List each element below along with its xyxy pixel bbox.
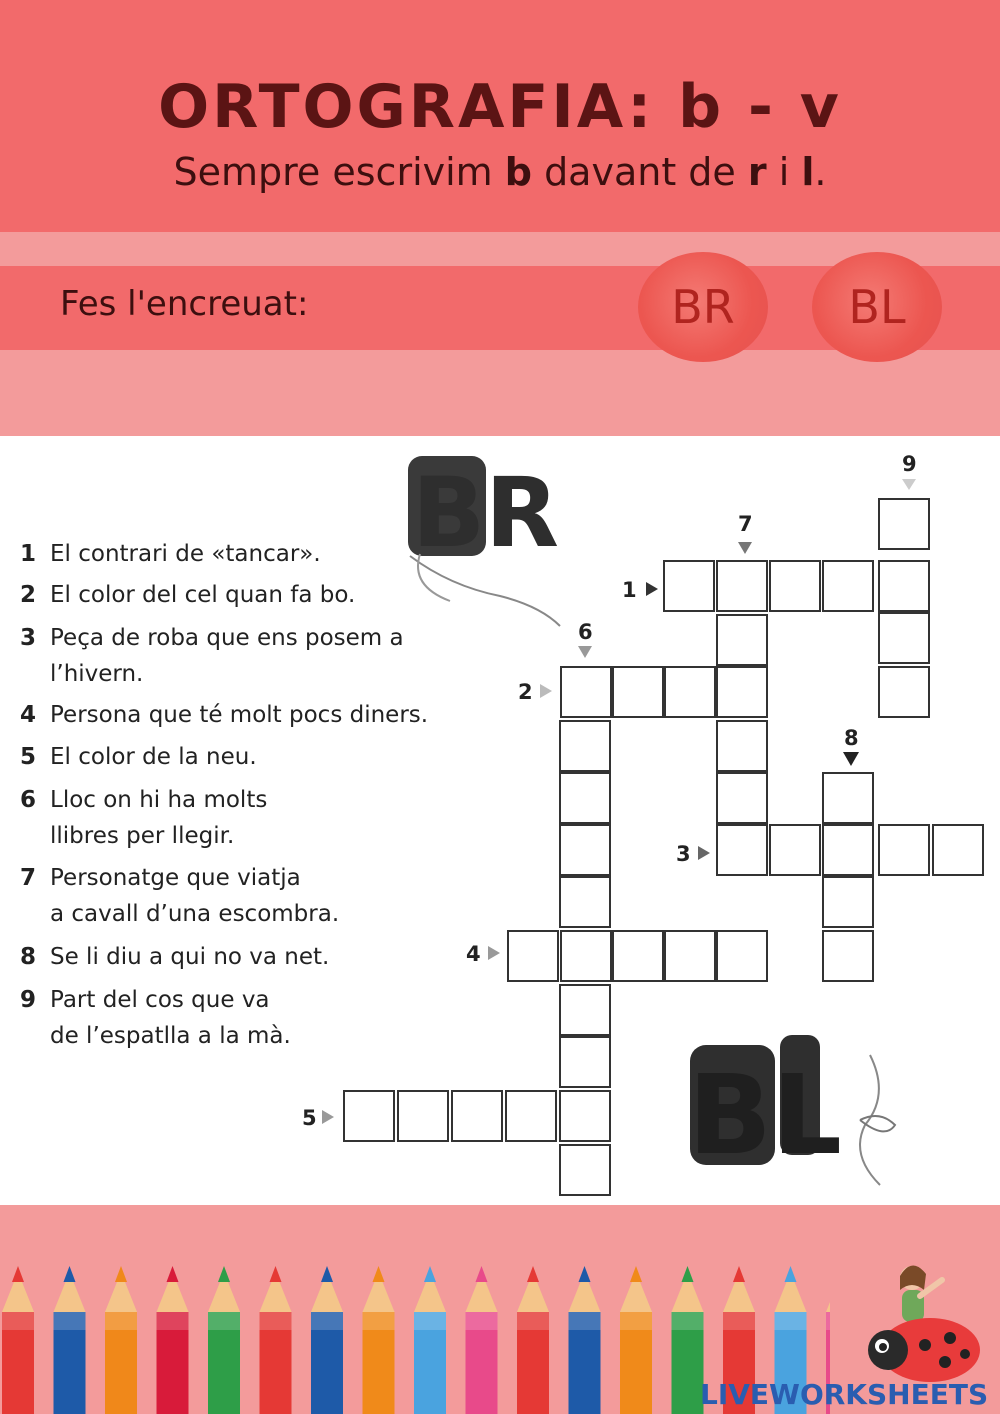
pencil-icon	[260, 1266, 292, 1414]
clue-number: 4	[20, 702, 37, 728]
clue-number: 1	[20, 541, 37, 567]
page-title: ORTOGRAFIA: b - v	[158, 72, 842, 142]
pencil-icon	[105, 1266, 137, 1414]
pencil-icon	[2, 1266, 34, 1414]
ladybug-icon	[850, 1250, 990, 1390]
clue-number: 2	[20, 582, 37, 608]
pencil-icon	[157, 1266, 189, 1414]
subtitle-text: davant de	[531, 150, 748, 194]
grid-number-5: 5	[302, 1106, 317, 1130]
grid-number-4: 4	[466, 942, 481, 966]
clue-text: El color de la neu.	[50, 744, 257, 770]
clue-text: Lloc on hi ha molts	[50, 787, 268, 813]
subtitle-bold-r: r	[747, 150, 767, 194]
clue-number: 7	[20, 865, 37, 891]
clue-number: 9	[20, 987, 37, 1013]
clue-text: Se li diu a qui no va net.	[50, 944, 330, 970]
clue-text: llibres per llegir.	[50, 823, 235, 849]
clue-text: l’hivern.	[50, 661, 144, 687]
clue-text: El contrari de «tancar».	[50, 541, 321, 567]
pencil-icon	[517, 1266, 549, 1414]
grid-number-9: 9	[902, 452, 917, 476]
arrow-down-icon	[843, 752, 859, 766]
clue-number: 8	[20, 944, 37, 970]
subtitle-text: Sempre escrivim	[173, 150, 505, 194]
grid-number-7: 7	[738, 512, 753, 536]
clue-text: Part del cos que va	[50, 987, 270, 1013]
pencil-icon	[208, 1266, 240, 1414]
arrow-right-icon	[322, 1110, 334, 1124]
badge-br: BR	[638, 252, 768, 362]
subtitle-bold-b: b	[504, 150, 532, 194]
grid-number-3: 3	[676, 842, 691, 866]
clue-text: El color del cel quan fa bo.	[50, 582, 356, 608]
arrow-down-icon	[738, 542, 752, 554]
clue-number: 3	[20, 625, 37, 651]
bl-lacing-letters-icon	[680, 1015, 920, 1195]
arrow-down-icon	[902, 479, 916, 490]
pencil-icon	[672, 1266, 704, 1414]
arrow-down-icon	[578, 646, 592, 658]
subtitle-text: .	[814, 150, 827, 194]
clue-text: Peça de roba que ens posem a	[50, 625, 404, 651]
grid-number-2: 2	[518, 680, 533, 704]
pencil-icon	[311, 1266, 343, 1414]
deco-letter-br: BR	[412, 457, 560, 569]
grid-number-6: 6	[578, 620, 593, 644]
clue-number: 6	[20, 787, 37, 813]
clue-text: a cavall d’una escombra.	[50, 901, 340, 927]
pencil-icon	[620, 1266, 652, 1414]
pencil-icon	[54, 1266, 86, 1414]
clue-text: Persona que té molt pocs diners.	[50, 702, 429, 728]
deco-letter-bl: BL	[688, 1051, 842, 1179]
arrow-right-icon	[646, 582, 658, 596]
pencil-icon	[414, 1266, 446, 1414]
arrow-right-icon	[488, 946, 500, 960]
pencil-icon	[363, 1266, 395, 1414]
instruction-label: Fes l'encreuat:	[60, 284, 309, 324]
arrow-right-icon	[540, 684, 552, 698]
clue-text: de l’espatlla a la mà.	[50, 1023, 291, 1049]
subtitle-bold-l: l	[801, 150, 815, 194]
badge-bl: BL	[812, 252, 942, 362]
pencil-icon	[466, 1266, 498, 1414]
arrow-right-icon	[698, 846, 710, 860]
clue-number: 5	[20, 744, 37, 770]
pencil-icon	[569, 1266, 601, 1414]
clue-text: Personatge que viatja	[50, 865, 301, 891]
grid-number-1: 1	[622, 578, 637, 602]
subtitle-text: i	[766, 150, 802, 194]
liveworksheets-brand[interactable]: LIVEWORKSHEETS	[700, 1378, 989, 1411]
grid-number-8: 8	[844, 726, 859, 750]
